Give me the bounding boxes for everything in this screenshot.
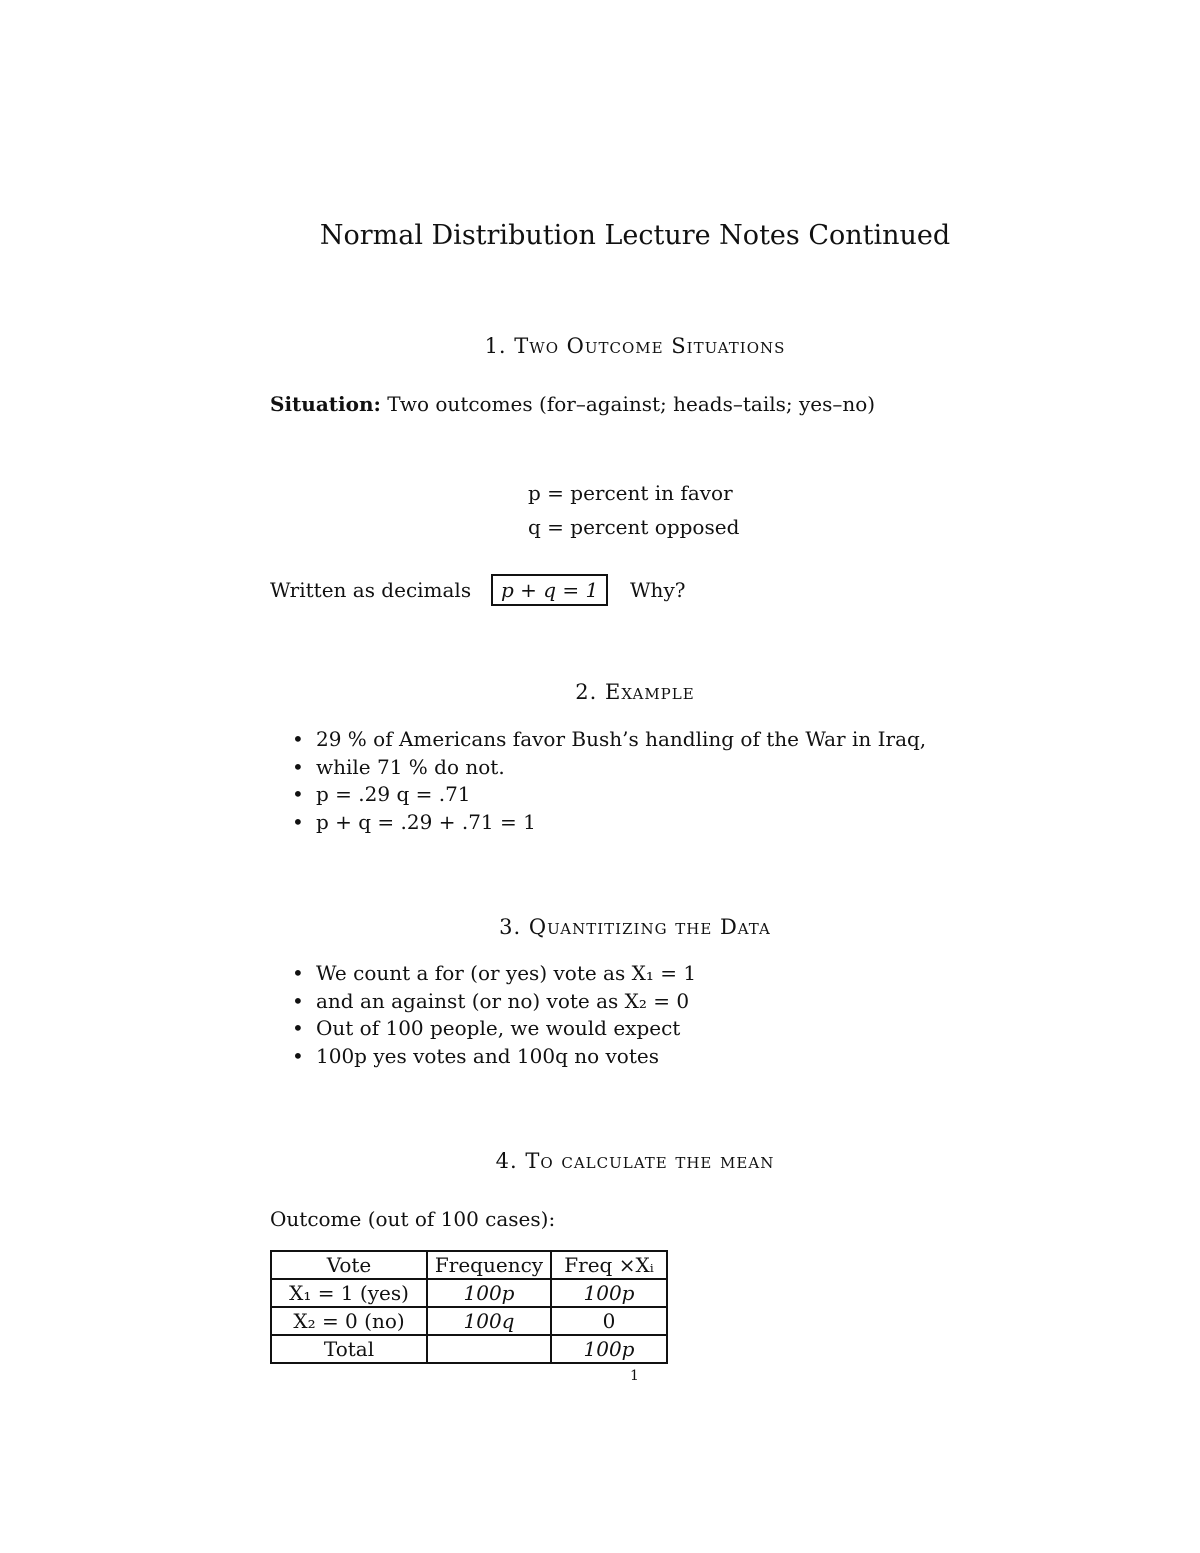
page-number: 1	[630, 1368, 639, 1384]
page-title: Normal Distribution Lecture Notes Continued	[319, 220, 951, 251]
boxed-equation-text: p + q = 1	[491, 574, 608, 606]
outcome-intro: Outcome (out of 100 cases):	[270, 1207, 556, 1231]
table-row	[271, 1279, 667, 1307]
section-heading-two-outcome: 1. Two Outcome Situations	[484, 334, 786, 358]
header-vote: Vote	[271, 1251, 427, 1279]
list-item: • while 71 % do not.	[292, 754, 926, 782]
table-cell: 100p	[551, 1279, 667, 1307]
table-cell: 100p	[427, 1279, 551, 1307]
table-row	[271, 1307, 667, 1335]
header-freq-x: Freq ×Xᵢ	[551, 1251, 667, 1279]
table-cell: Total	[271, 1335, 427, 1363]
list-item: • and an against (or no) vote as X₂ = 0	[292, 988, 696, 1016]
definitions-block	[528, 476, 739, 544]
list-item: • We count a for (or yes) vote as X₁ = 1	[292, 960, 696, 988]
list-item: • 29 % of Americans favor Bush’s handling of the War in Iraq,	[292, 726, 926, 754]
table-header-row	[271, 1251, 667, 1279]
why-question: Why?	[630, 578, 686, 602]
header-frequency: Frequency	[427, 1251, 551, 1279]
table-cell: 0	[551, 1307, 667, 1335]
list-item: • Out of 100 people, we would expect	[292, 1015, 696, 1043]
list-item: • 100p yes votes and 100q no votes	[292, 1043, 696, 1071]
p-definition: p = percent in favor	[528, 481, 733, 505]
quantitizing-bullet-list	[292, 960, 696, 1070]
table-cell: X₁ = 1 (yes)	[271, 1279, 427, 1307]
table-cell: 100p	[551, 1335, 667, 1363]
example-bullet-list	[292, 726, 926, 836]
table-cell	[427, 1335, 551, 1363]
situation-label: Situation:	[270, 392, 381, 416]
written-as-decimals-label: Written as decimals	[270, 578, 472, 602]
table-cell: X₂ = 0 (no)	[271, 1307, 427, 1335]
vote-table	[270, 1250, 668, 1364]
list-item: • p = .29 q = .71	[292, 781, 926, 809]
situation-line	[270, 392, 875, 416]
situation-text: Two outcomes (for–against; heads–tails; yes–no)	[380, 392, 876, 416]
table-row	[271, 1335, 667, 1363]
q-definition: q = percent opposed	[528, 515, 740, 539]
table-cell: 100q	[427, 1307, 551, 1335]
boxed-equation	[491, 574, 608, 606]
list-item: • p + q = .29 + .71 = 1	[292, 809, 926, 837]
section-heading-example: 2. Example	[575, 680, 695, 704]
section-heading-quantitizing: 3. Quantitizing the Data	[499, 915, 771, 939]
section-heading-mean: 4. To calculate the mean	[495, 1149, 775, 1173]
